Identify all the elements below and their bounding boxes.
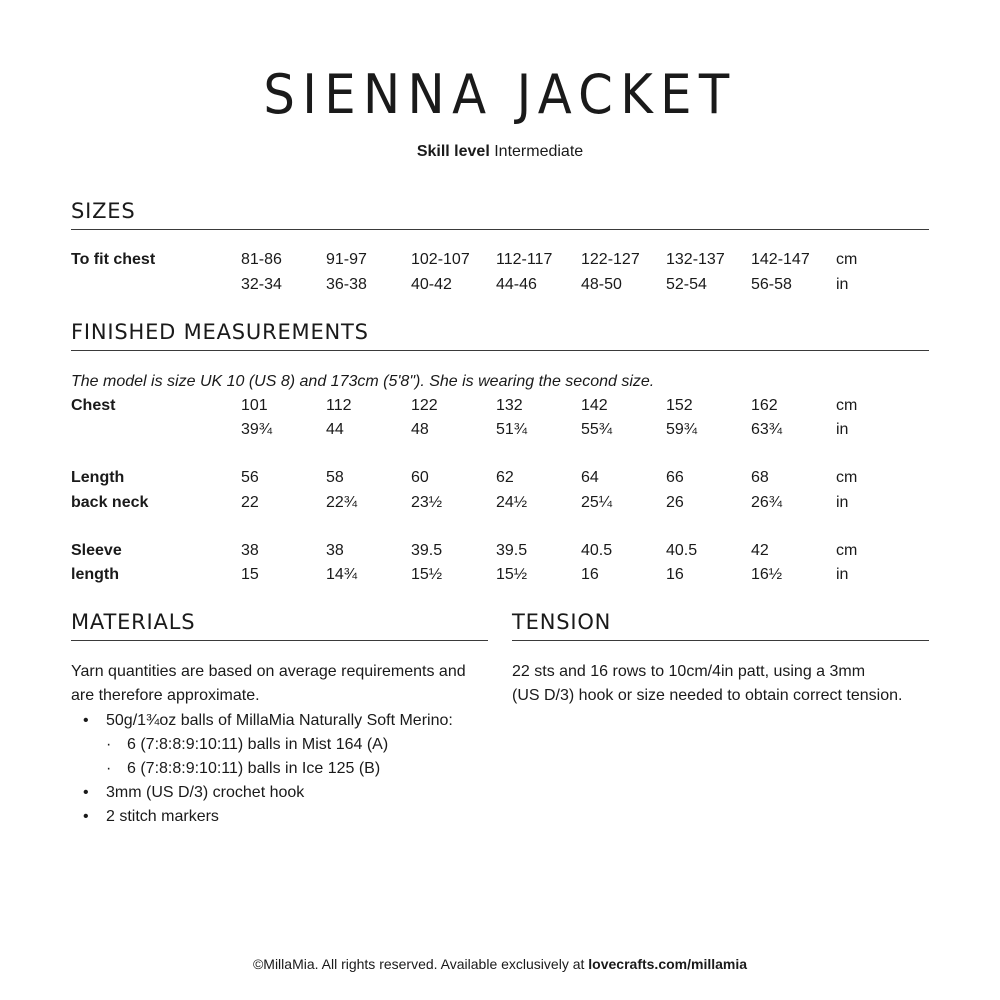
sub-bullet: · <box>106 736 112 753</box>
cell: 36-38 <box>326 276 367 293</box>
list-item <box>83 709 89 733</box>
sizes-heading: SIZES <box>71 199 136 223</box>
sizes-divider <box>71 229 929 230</box>
row-label: Length <box>71 469 125 486</box>
cell: 23½ <box>411 494 443 511</box>
cell: 81-86 <box>241 251 282 268</box>
cell: 63¾ <box>751 421 783 438</box>
page-title: SIENNA JACKET <box>263 63 737 126</box>
cell: 40.5 <box>666 542 698 559</box>
cell: 44-46 <box>496 276 537 293</box>
cell: 48 <box>411 421 429 438</box>
cell: 51¾ <box>496 421 528 438</box>
materials-heading: MATERIALS <box>71 610 196 634</box>
cell: 25¼ <box>581 494 613 511</box>
row-label: back neck <box>71 494 149 511</box>
cell: 91-97 <box>326 251 367 268</box>
cell: 112-117 <box>496 251 553 268</box>
cell: 152 <box>666 397 693 414</box>
cell: 40.5 <box>581 542 613 559</box>
cell: 66 <box>666 469 684 486</box>
cell: 122-127 <box>581 251 640 268</box>
finished-measurements-heading: FINISHED MEASUREMENTS <box>71 320 369 344</box>
cell: 40-42 <box>411 276 452 293</box>
list-item-text: 2 stitch markers <box>106 808 219 825</box>
cell: 112 <box>326 397 352 414</box>
cell: 56-58 <box>751 276 792 293</box>
unit-cell: in <box>836 494 849 511</box>
row-label: To fit chest <box>71 251 156 268</box>
cell: 32-34 <box>241 276 282 293</box>
measurement-row <box>0 491 1000 515</box>
cell: 48-50 <box>581 276 622 293</box>
cell: 15½ <box>496 566 528 583</box>
list-item <box>106 757 111 781</box>
cell: 60 <box>411 469 429 486</box>
skill-level <box>0 141 1000 163</box>
unit-cell: in <box>836 421 849 438</box>
row-label: length <box>71 566 119 583</box>
cell: 39.5 <box>411 542 443 559</box>
cell: 142 <box>581 397 608 414</box>
bullet: • <box>83 784 89 801</box>
list-item <box>106 733 111 757</box>
cell: 55¾ <box>581 421 613 438</box>
measurement-row <box>0 563 1000 587</box>
row-label: Sleeve <box>71 542 122 559</box>
tension-line-2: (US D/3) hook or size needed to obtain correct tension. <box>512 687 903 704</box>
sizes-row <box>0 273 1000 297</box>
cell: 26 <box>666 494 684 511</box>
list-item-text: 50g/1¾oz balls of MillaMia Naturally Soft Merino: <box>106 712 453 729</box>
cell: 14¾ <box>326 566 358 583</box>
list-item <box>83 781 89 805</box>
cell: 22¾ <box>326 494 358 511</box>
cell: 22 <box>241 494 259 511</box>
cell: 62 <box>496 469 514 486</box>
row-label: Chest <box>71 397 116 414</box>
footer <box>0 954 1000 974</box>
unit-cell: cm <box>836 251 858 268</box>
cell: 142-147 <box>751 251 810 268</box>
skill-level-label: Skill level <box>416 143 490 160</box>
tension-divider <box>512 640 929 641</box>
cell: 132-137 <box>666 251 725 268</box>
website-link[interactable]: lovecrafts.com/millamia <box>588 956 748 972</box>
sizes-row <box>0 248 1000 272</box>
list-item-text: 6 (7:8:8:9:10:11) balls in Mist 164 (A) <box>127 736 389 753</box>
cell: 52-54 <box>666 276 707 293</box>
cell: 56 <box>241 469 259 486</box>
cell: 24½ <box>496 494 528 511</box>
unit-cell: cm <box>836 542 858 559</box>
skill-level-value: Intermediate <box>494 143 584 160</box>
unit-cell: in <box>836 276 849 293</box>
cell: 16 <box>581 566 599 583</box>
cell: 64 <box>581 469 599 486</box>
unit-cell: cm <box>836 397 858 414</box>
cell: 102-107 <box>411 251 470 268</box>
model-note: The model is size UK 10 (US 8) and 173cm (5'8"). She is wearing the second size. <box>71 373 655 390</box>
measurement-row <box>0 466 1000 490</box>
cell: 58 <box>326 469 344 486</box>
cell: 39¾ <box>241 421 273 438</box>
sub-bullet: · <box>106 760 112 777</box>
list-item <box>83 805 89 829</box>
cell: 26¾ <box>751 494 783 511</box>
cell: 132 <box>496 397 523 414</box>
cell: 15½ <box>411 566 443 583</box>
materials-divider <box>71 640 488 641</box>
list-item-text: 6 (7:8:8:9:10:11) balls in Ice 125 (B) <box>127 760 381 777</box>
cell: 122 <box>411 397 438 414</box>
measurement-row <box>0 394 1000 418</box>
cell: 59¾ <box>666 421 698 438</box>
measurement-row <box>0 539 1000 563</box>
cell: 68 <box>751 469 769 486</box>
bullet: • <box>83 712 89 729</box>
cell: 162 <box>751 397 778 414</box>
bullet: • <box>83 808 89 825</box>
tension-heading: TENSION <box>512 610 612 634</box>
cell: 16½ <box>751 566 783 583</box>
cell: 16 <box>666 566 684 583</box>
finished-divider <box>71 350 929 351</box>
cell: 42 <box>751 542 769 559</box>
unit-cell: in <box>836 566 849 583</box>
materials-intro-line-1: Yarn quantities are based on average requirements and <box>71 663 466 680</box>
cell: 38 <box>241 542 259 559</box>
cell: 15 <box>241 566 259 583</box>
measurement-row <box>0 418 1000 442</box>
tension-line-1: 22 sts and 16 rows to 10cm/4in patt, using a 3mm <box>512 663 866 680</box>
cell: 101 <box>241 397 268 414</box>
cell: 44 <box>326 421 344 438</box>
list-item-text: 3mm (US D/3) crochet hook <box>106 784 305 801</box>
cell: 38 <box>326 542 344 559</box>
cell: 39.5 <box>496 542 528 559</box>
copyright-text: ©MillaMia. All rights reserved. Available exclusively at <box>252 956 589 972</box>
unit-cell: cm <box>836 469 858 486</box>
materials-intro-line-2: are therefore approximate. <box>71 687 260 704</box>
